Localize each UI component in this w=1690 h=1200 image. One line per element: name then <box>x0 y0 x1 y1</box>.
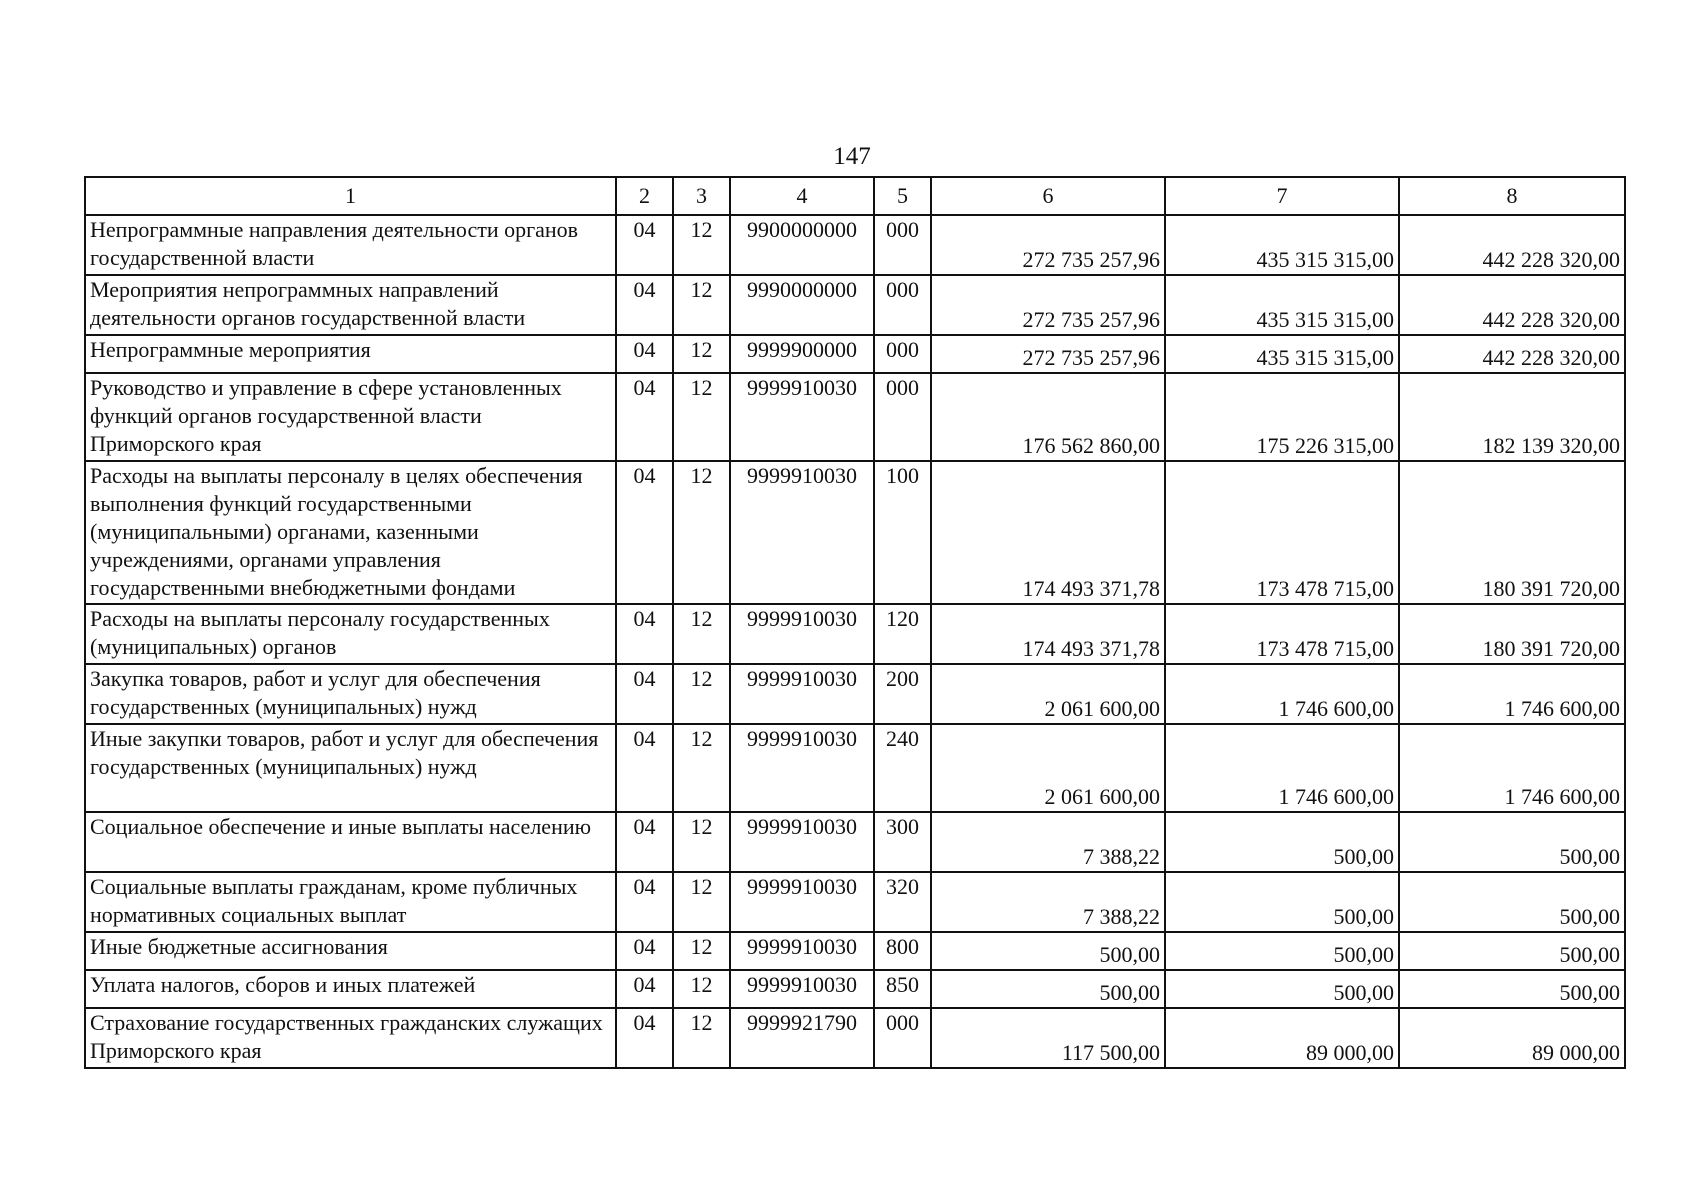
column-header-8: 8 <box>1399 177 1625 215</box>
amount-col-8: 1 746 600,00 <box>1399 724 1625 812</box>
subsection-code: 12 <box>673 932 730 970</box>
target-article-code: 9900000000 <box>730 215 874 275</box>
page-number: 147 <box>833 143 871 170</box>
expense-name: Социальное обеспечение и иные выплаты населению <box>85 812 616 872</box>
expense-name: Руководство и управление в сфере установленных функций органов государственной власти Приморского края <box>85 373 616 461</box>
section-code: 04 <box>616 461 673 604</box>
expense-type-code: 000 <box>874 215 931 275</box>
target-article-code: 9999921790 <box>730 1008 874 1068</box>
amount-col-7: 1 746 600,00 <box>1165 664 1399 724</box>
section-code: 04 <box>616 872 673 932</box>
table-row <box>85 604 1625 664</box>
amount-col-6: 500,00 <box>931 932 1165 970</box>
amount-col-7: 500,00 <box>1165 872 1399 932</box>
target-article-code: 9999910030 <box>730 604 874 664</box>
expense-type-code: 100 <box>874 461 931 604</box>
target-article-code: 9999910030 <box>730 812 874 872</box>
column-header-2: 2 <box>616 177 673 215</box>
target-article-code: 9999910030 <box>730 872 874 932</box>
table-row <box>85 373 1625 461</box>
table-row <box>85 872 1625 932</box>
target-article-code: 9999910030 <box>730 373 874 461</box>
amount-col-6: 174 493 371,78 <box>931 461 1165 604</box>
amount-col-8: 442 228 320,00 <box>1399 335 1625 373</box>
amount-col-7: 89 000,00 <box>1165 1008 1399 1068</box>
expense-name: Расходы на выплаты персоналу в целях обеспечения выполнения функций государственными (муниципальными) органами, казенными учреждениями, органами управления государственными внебюджетными фондами <box>85 461 616 604</box>
table-row <box>85 215 1625 275</box>
amount-col-6: 272 735 257,96 <box>931 275 1165 335</box>
amount-col-6: 174 493 371,78 <box>931 604 1165 664</box>
amount-col-8: 442 228 320,00 <box>1399 275 1625 335</box>
amount-col-7: 173 478 715,00 <box>1165 604 1399 664</box>
subsection-code: 12 <box>673 373 730 461</box>
expense-name: Расходы на выплаты персоналу государственных (муниципальных) органов <box>85 604 616 664</box>
section-code: 04 <box>616 970 673 1008</box>
expense-name: Непрограммные направления деятельности органов государственной власти <box>85 215 616 275</box>
amount-col-8: 500,00 <box>1399 932 1625 970</box>
amount-col-7: 173 478 715,00 <box>1165 461 1399 604</box>
expense-type-code: 000 <box>874 335 931 373</box>
header-row <box>85 177 1625 215</box>
target-article-code: 9990000000 <box>730 275 874 335</box>
subsection-code: 12 <box>673 872 730 932</box>
expense-type-code: 800 <box>874 932 931 970</box>
subsection-code: 12 <box>673 812 730 872</box>
amount-col-6: 272 735 257,96 <box>931 335 1165 373</box>
column-header-7: 7 <box>1165 177 1399 215</box>
expense-type-code: 320 <box>874 872 931 932</box>
expense-name: Мероприятия непрограммных направлений деятельности органов государственной власти <box>85 275 616 335</box>
amount-col-7: 175 226 315,00 <box>1165 373 1399 461</box>
expense-type-code: 000 <box>874 275 931 335</box>
amount-col-6: 176 562 860,00 <box>931 373 1165 461</box>
expense-type-code: 240 <box>874 724 931 812</box>
amount-col-8: 182 139 320,00 <box>1399 373 1625 461</box>
expense-name: Страхование государственных гражданских служащих Приморского края <box>85 1008 616 1068</box>
column-header-3: 3 <box>673 177 730 215</box>
amount-col-8: 500,00 <box>1399 970 1625 1008</box>
amount-col-6: 500,00 <box>931 970 1165 1008</box>
expense-type-code: 000 <box>874 1008 931 1068</box>
table-row <box>85 932 1625 970</box>
expense-name: Непрограммные мероприятия <box>85 335 616 373</box>
expense-type-code: 300 <box>874 812 931 872</box>
expense-name: Уплата налогов, сборов и иных платежей <box>85 970 616 1008</box>
table-row <box>85 812 1625 872</box>
expense-type-code: 200 <box>874 664 931 724</box>
section-code: 04 <box>616 275 673 335</box>
subsection-code: 12 <box>673 275 730 335</box>
amount-col-7: 435 315 315,00 <box>1165 335 1399 373</box>
expense-name: Иные бюджетные ассигнования <box>85 932 616 970</box>
target-article-code: 9999910030 <box>730 461 874 604</box>
section-code: 04 <box>616 373 673 461</box>
amount-col-8: 180 391 720,00 <box>1399 461 1625 604</box>
expense-name: Закупка товаров, работ и услуг для обеспечения государственных (муниципальных) нужд <box>85 664 616 724</box>
amount-col-7: 435 315 315,00 <box>1165 215 1399 275</box>
section-code: 04 <box>616 215 673 275</box>
target-article-code: 9999900000 <box>730 335 874 373</box>
section-code: 04 <box>616 664 673 724</box>
section-code: 04 <box>616 604 673 664</box>
amount-col-7: 500,00 <box>1165 970 1399 1008</box>
amount-col-8: 180 391 720,00 <box>1399 604 1625 664</box>
amount-col-7: 500,00 <box>1165 812 1399 872</box>
amount-col-8: 1 746 600,00 <box>1399 664 1625 724</box>
subsection-code: 12 <box>673 215 730 275</box>
amount-col-6: 7 388,22 <box>931 872 1165 932</box>
target-article-code: 9999910030 <box>730 664 874 724</box>
table-row <box>85 1008 1625 1068</box>
expense-name: Иные закупки товаров, работ и услуг для обеспечения государственных (муниципальных) нужд <box>85 724 616 812</box>
subsection-code: 12 <box>673 1008 730 1068</box>
table-row <box>85 970 1625 1008</box>
amount-col-8: 442 228 320,00 <box>1399 215 1625 275</box>
amount-col-7: 435 315 315,00 <box>1165 275 1399 335</box>
amount-col-6: 117 500,00 <box>931 1008 1165 1068</box>
column-header-6: 6 <box>931 177 1165 215</box>
table-row <box>85 664 1625 724</box>
expense-type-code: 120 <box>874 604 931 664</box>
section-code: 04 <box>616 335 673 373</box>
amount-col-8: 89 000,00 <box>1399 1008 1625 1068</box>
amount-col-7: 1 746 600,00 <box>1165 724 1399 812</box>
target-article-code: 9999910030 <box>730 970 874 1008</box>
column-header-4: 4 <box>730 177 874 215</box>
subsection-code: 12 <box>673 335 730 373</box>
amount-col-6: 2 061 600,00 <box>931 724 1165 812</box>
column-header-5: 5 <box>874 177 931 215</box>
subsection-code: 12 <box>673 664 730 724</box>
target-article-code: 9999910030 <box>730 932 874 970</box>
section-code: 04 <box>616 812 673 872</box>
expense-type-code: 000 <box>874 373 931 461</box>
table-row <box>85 335 1625 373</box>
subsection-code: 12 <box>673 970 730 1008</box>
target-article-code: 9999910030 <box>730 724 874 812</box>
amount-col-8: 500,00 <box>1399 812 1625 872</box>
section-code: 04 <box>616 724 673 812</box>
expense-name: Социальные выплаты гражданам, кроме публичных нормативных социальных выплат <box>85 872 616 932</box>
section-code: 04 <box>616 932 673 970</box>
subsection-code: 12 <box>673 604 730 664</box>
amount-col-6: 7 388,22 <box>931 812 1165 872</box>
table-row <box>85 275 1625 335</box>
table-row <box>85 461 1625 604</box>
amount-col-8: 500,00 <box>1399 872 1625 932</box>
expense-type-code: 850 <box>874 970 931 1008</box>
subsection-code: 12 <box>673 461 730 604</box>
section-code: 04 <box>616 1008 673 1068</box>
subsection-code: 12 <box>673 724 730 812</box>
budget-table <box>84 176 1626 1069</box>
table-row <box>85 724 1625 812</box>
column-header-1: 1 <box>85 177 616 215</box>
amount-col-6: 272 735 257,96 <box>931 215 1165 275</box>
amount-col-7: 500,00 <box>1165 932 1399 970</box>
amount-col-6: 2 061 600,00 <box>931 664 1165 724</box>
